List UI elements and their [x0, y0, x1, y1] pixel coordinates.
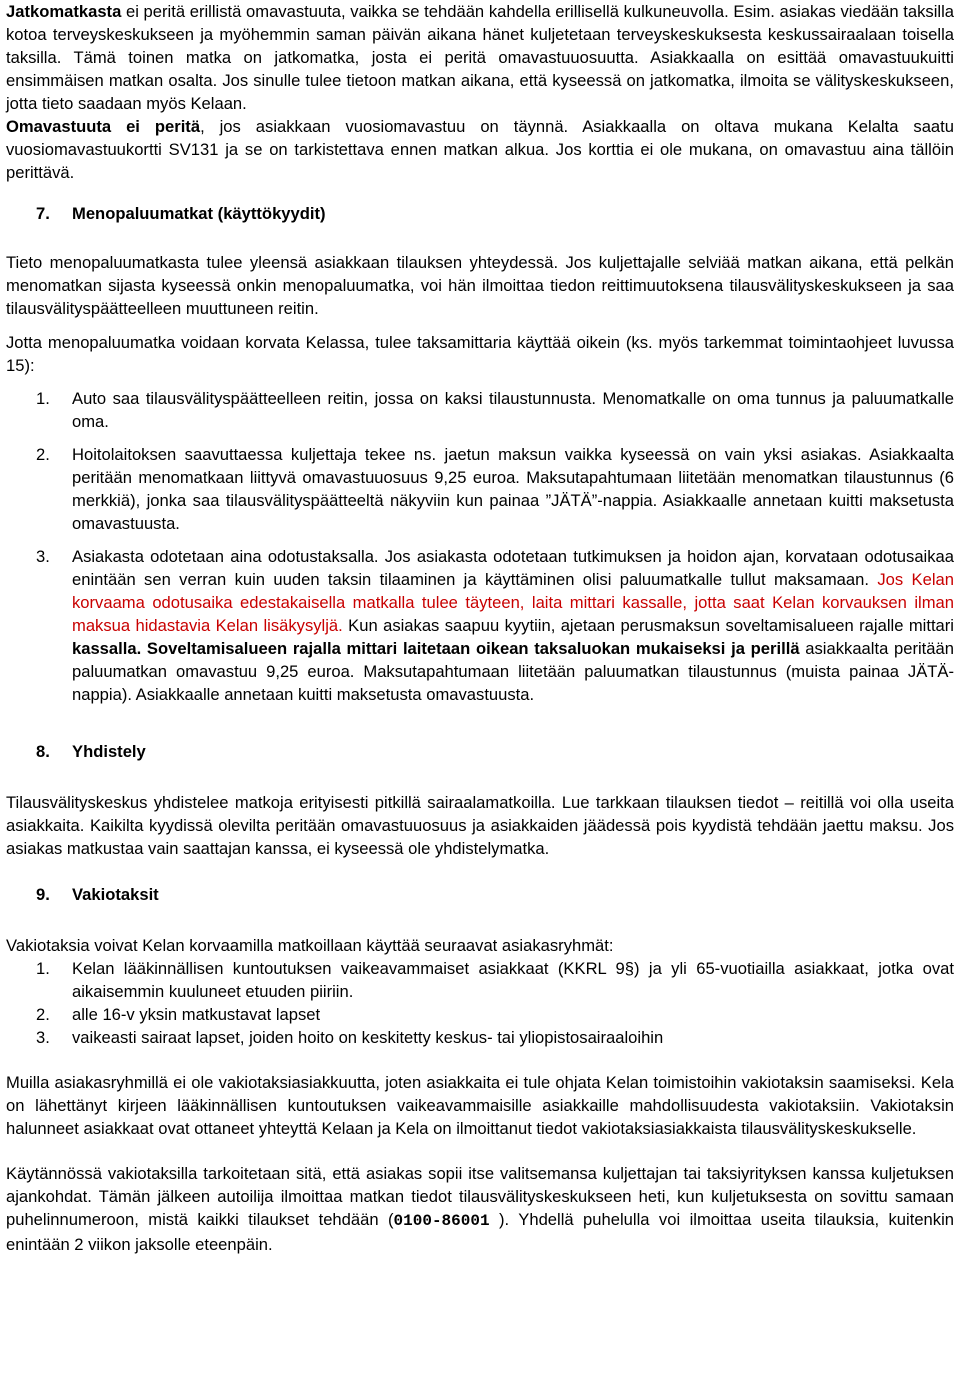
list-text: Kelan lääkinnällisen kuntoutuksen vaikeavammaiset asiakkaat (KKRL 9§) ja yli 65-vuotiailla asiakkaat, jotka ovat aikaisemmin kuuluneet etuuden piiriin. [72, 959, 954, 1001]
section-number: 9. [36, 885, 50, 904]
list-text: Auto saa tilausvälityspäätteelleen reitin, jossa on kaksi tilaustunnusta. Menomatkalle on oma tunnus ja paluumatkalle oma. [72, 389, 954, 431]
section-8-heading [6, 740, 954, 763]
list-number: 1. [36, 389, 50, 408]
paragraph-yhdistely: Tilausvälityskeskus yhdistelee matkoja erityisesti pitkillä sairaalamatkoilla. Lue tarkkaan tilauksen tiedot – reitillä voi olla useita asiakkaita. Kaikilta kyydissä olevilta peritään omavastuuosuus ja asiakkaiden jäädessä pois kyydistä tehdään jaettu maksu. Jos asiakas matkustaa vain saattajan kanssa, ei kyseessä ole yhdistelymatka. [6, 793, 954, 858]
section-number: 7. [36, 204, 50, 223]
text-span: Käytännössä vakiotaksilla tarkoitetaan sitä, että asiakas sopii itse valitsemansa kuljettajan tai taksiyrityksen kanssa kuljetuksen ajankohdat. Tämän jälkeen autoilija ilmoittaa matkan tiedot tilausvälityskeskukseen heti, kun kuljetuksesta on sovittu samaan puhelinnumeroon, mistä kaikki tilaukset tehdään ( [6, 1164, 954, 1229]
term-omavastuuta-ei-perita: Omavastuuta ei peritä [6, 117, 201, 136]
list-item [6, 1003, 954, 1026]
section-9-heading [6, 883, 954, 906]
list-item [6, 387, 954, 433]
list-item [6, 443, 954, 535]
section-7-heading [6, 202, 954, 225]
paragraph-vakiotaksit-3 [6, 1162, 954, 1256]
list-number: 1. [36, 959, 50, 978]
section-title: Menopaluumatkat (käyttökyydit) [72, 204, 326, 223]
list-number: 3. [36, 1028, 50, 1047]
term-jatkomatkasta: Jatkomatkasta [6, 2, 122, 21]
list-text: Hoitolaitoksen saavuttaessa kuljettaja tekee ns. jaetun maksun vaikka kyseessä on vain yksi asiakas. Asiakkaalta peritään menomatkaan liittyvä omavastuuosuus 9,25 euroa. Maksutapahtumaan liitetään menomatkan tilaustunnus (6 merkkiä), jonka saa tilausvälityspäätteeltä näkyviin kun painaa ”JÄTÄ”-nappia. Asiakkaalle annetaan kuitti maksetusta omavastuusta. [72, 445, 954, 533]
list-item [6, 957, 954, 1003]
text-span: Asiakasta odotetaan aina odotustaksalla. Jos asiakasta odotetaan tutkimuksen ja hoidon ajan, korvataan odotusaikaa enintään sen verran kuin uuden taksin tilaaminen ja käyttäminen olisi paluumatkalle tullut maksamaan. [72, 547, 954, 589]
section-title: Yhdistely [72, 742, 146, 761]
paragraph-vakiotaksit-intro: Vakiotaksia voivat Kelan korvaamilla matkoillaan käyttää seuraavat asiakasryhmät: [6, 936, 614, 955]
phone-number: 0100-86001 [393, 1212, 490, 1230]
paragraph-menopaluu-2: Jotta menopaluumatka voidaan korvata Kelassa, tulee taksamittaria käyttää oikein (ks. myös tarkemmat toimintaohjeet luvussa 15): [6, 333, 954, 375]
bold-instruction: kassalla. Soveltamisalueen rajalla mittari laitetaan oikean taksaluokan mukaiseksi ja perillä [72, 639, 800, 658]
paragraph-menopaluu-1: Tieto menopaluumatkasta tulee yleensä asiakkaan tilauksen yhteydessä. Jos kuljettajalle selviää matkan aikana, että pelkän menomatkan sijasta kyseessä onkin menopaluumatka, voi hän ilmoittaa tiedon reittimuutoksena tilausvälityskeskukseen ja saa tilausvälityspäätteelleen muuttuneen reitin. [6, 253, 954, 318]
section-number: 8. [36, 742, 50, 761]
text-span: , jos asiakkaan vuosiomavastuu on täynnä. Asiakkaalla on oltava mukana Kelalta saatu vuosiomavastuukortti SV131 ja se on tarkistettava ennen matkan alkua. Jos korttia ei ole mukana, on omavastuu aina tällöin perittävä. [6, 117, 954, 182]
list-text: alle 16-v yksin matkustavat lapset [72, 1005, 321, 1024]
list-item [6, 1026, 954, 1049]
paragraph-jatkomatka [6, 0, 954, 115]
list-item [6, 545, 954, 706]
highlighted-instruction: Jos Kelan korvaama odotusaika edestakaisella matkalla tulee täyteen, laita mittari kassalle, jotta saat Kelan korvauksen ilman maksua hidastavia Kelan lisäkysyljä. [72, 570, 954, 635]
paragraph-omavastuu [6, 115, 954, 184]
list-number: 2. [36, 445, 50, 464]
section-title: Vakiotaksit [72, 885, 159, 904]
text-span: ). Yhdellä puhelulla voi ilmoittaa useita tilauksia, kuitenkin enintään 2 viikon jaksolle eteenpäin. [6, 1210, 954, 1254]
paragraph-vakiotaksit-2: Muilla asiakasryhmillä ei ole vakiotaksiasiakkuutta, joten asiakkaita ei tule ohjata Kelan toimistoihin vakiotaksin saamiseksi. Kela on lähettänyt kirjeen lääkinnällisen kuntoutuksen vaikeavammaisille asiakkaille mahdollisuudesta vakiotaksiin. Vakiotaksin halunneet asiakkaat ovat ottaneet yhteyttä Kelaan ja Kela on ilmoittanut tiedot vakiotaksiasiakkaista tilausvälityskeskukselle. [6, 1073, 954, 1138]
text-span: ei peritä erillistä omavastuuta, vaikka se tehdään kahdella erillisellä kulkuneuvolla. Esim. asiakas viedään taksilla kotoa terveyskeskukseen ja myöhemmin saman päivän aikana hänet kuljetetaan terveyskeskuksesta keskussairaalaan toisella taksilla. Tämä toinen matka on jatkomatka, josta ei peritä omavastuuosuutta. Asiakkaalla on esittää omavastuukuitti ensimmäisen matkan osalta. Jos sinulle tulee tietoon matkan aikana, että kyseessä on jatkomatka, ilmoita se välityskeskukseen, jotta tieto saadaan myös Kelaan. [6, 2, 954, 113]
text-span: asiakkaalta peritään paluumatkan omavastuu 9,25 euroa. Maksutapahtumaan liitetään paluumatkan tilaustunnus (muista painaa JÄTÄ-nappia). Asiakkaalle annetaan kuitti maksetusta omavastuusta. [72, 639, 954, 704]
list-number: 2. [36, 1005, 50, 1024]
list-text [72, 545, 954, 706]
list-number: 3. [36, 547, 50, 566]
text-span: Kun asiakas saapuu kyytiin, ajetaan perusmaksun soveltamisalueen rajalle mittari [342, 616, 954, 635]
list-text: vaikeasti sairaat lapset, joiden hoito on keskitetty keskus- tai yliopistosairaaloihin [72, 1028, 664, 1047]
